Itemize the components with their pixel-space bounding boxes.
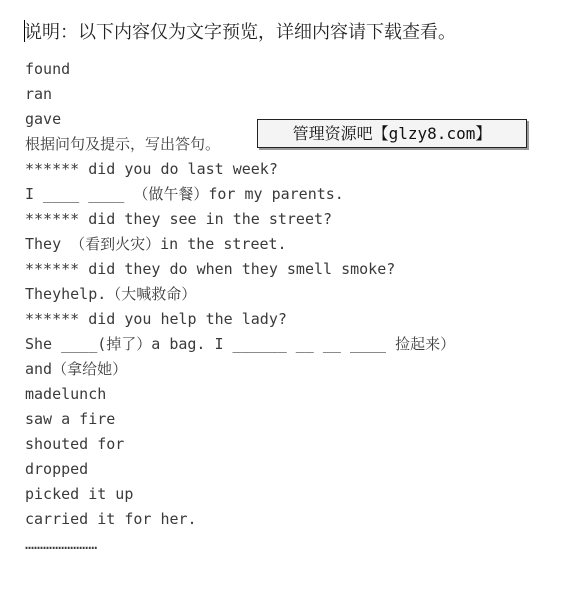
answer-line: dropped (25, 460, 89, 478)
exercise-line: She ____(掉了）a bag. I ______ __ __ ____ 捡起来） (25, 335, 456, 353)
answer-line: saw a fire (25, 410, 116, 428)
preview-notice: 说明：以下内容仅为文字预览，详细内容请下载查看。 (24, 22, 456, 43)
watermark-banner: 管理资源吧【glzy8.com】 (257, 119, 527, 148)
answer-line: gave (25, 110, 62, 128)
answer-line: madelunch (25, 385, 107, 403)
answer-line: picked it up (25, 485, 134, 503)
question-line: ****** did you help the lady? (25, 310, 287, 328)
question-line: ****** did they see in the street? (25, 210, 333, 228)
answer-line: shouted for (25, 435, 125, 453)
exercise-line: They （看到火灾）in the street. (25, 235, 287, 253)
answer-line: found (25, 60, 71, 78)
ellipsis-line: …………………… (25, 535, 98, 553)
answer-line: ran (25, 85, 53, 103)
answer-line: carried it for her. (25, 510, 197, 528)
question-line: ****** did you do last week? (25, 160, 278, 178)
instruction-line: 根据问句及提示，写出答句。 (25, 135, 221, 153)
exercise-line: I ____ ____ （做午餐）for my parents. (25, 185, 344, 203)
exercise-line: and（拿给她） (25, 360, 128, 378)
exercise-line: Theyhelp.（大喊救命） (25, 285, 197, 303)
question-line: ****** did they do when they smell smoke? (25, 260, 396, 278)
